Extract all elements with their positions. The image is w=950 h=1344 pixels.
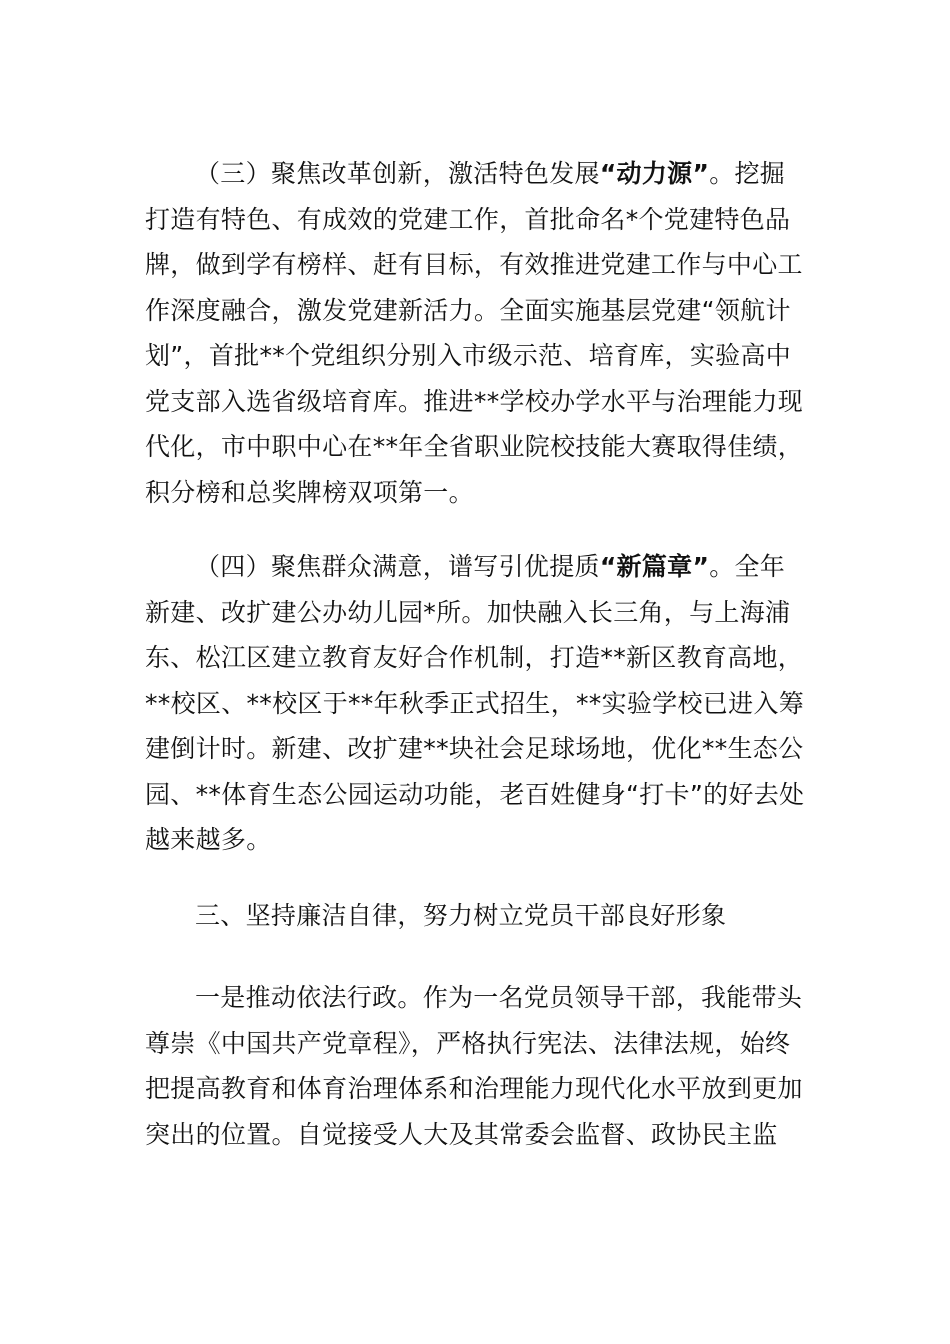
emphasis-quote: “动力源” [599,159,710,188]
paragraph-rule-of-law: 一是推动依法行政。作为一名党员领导干部，我能带头尊崇《中国共产党章程》，严格执行宪法、法律法规，始终把提高教育和体育治理体系和治理能力现代化水平放到更加突出的位置。自觉接受人大及其常委会监督、政协民主监 [145,983,803,1149]
paragraph-text-body: 。挖掘打造有特色、有成效的党建工作，首批命名*个党建特色品牌，做到学有榜样、赶有目标，有效推进党建工作与中心工作深度融合，激发党建新活力。全面实施基层党建“领航计划”，首批**个党组织分别入市级示范、培育库，实验高中党支部入选省级培育库。推进**学校办学水平与治理能力现代化，市中职中心在**年全省职业院校技能大赛取得佳绩，积分榜和总奖牌榜双项第一。 [145,159,804,507]
paragraph-text-lead: （四）聚焦群众满意，谱写引优提质 [195,552,600,581]
section-heading: 三、坚持廉洁自律，努力树立党员干部良好形象 [195,901,727,930]
paragraph-text-body: 。全年新建、改扩建公办幼儿园*所。加快融入长三角，与上海浦东、松江区建立教育友好合作机制，打造**新区教育高地，**校区、**校区于**年秋季正式招生，**实验学校已进入筹建倒计时。新建、改扩建**块社会足球场地，优化**生态公园、**体育生态公园运动功能，老百姓健身“打卡”的好去处越来越多。 [145,552,805,854]
paragraph-text-lead: （三）聚焦改革创新，激活特色发展 [195,159,600,188]
paragraph-public-satisfaction [145,544,805,863]
paragraph-reform-innovation [145,151,805,515]
emphasis-quote: “新篇章” [599,552,710,581]
